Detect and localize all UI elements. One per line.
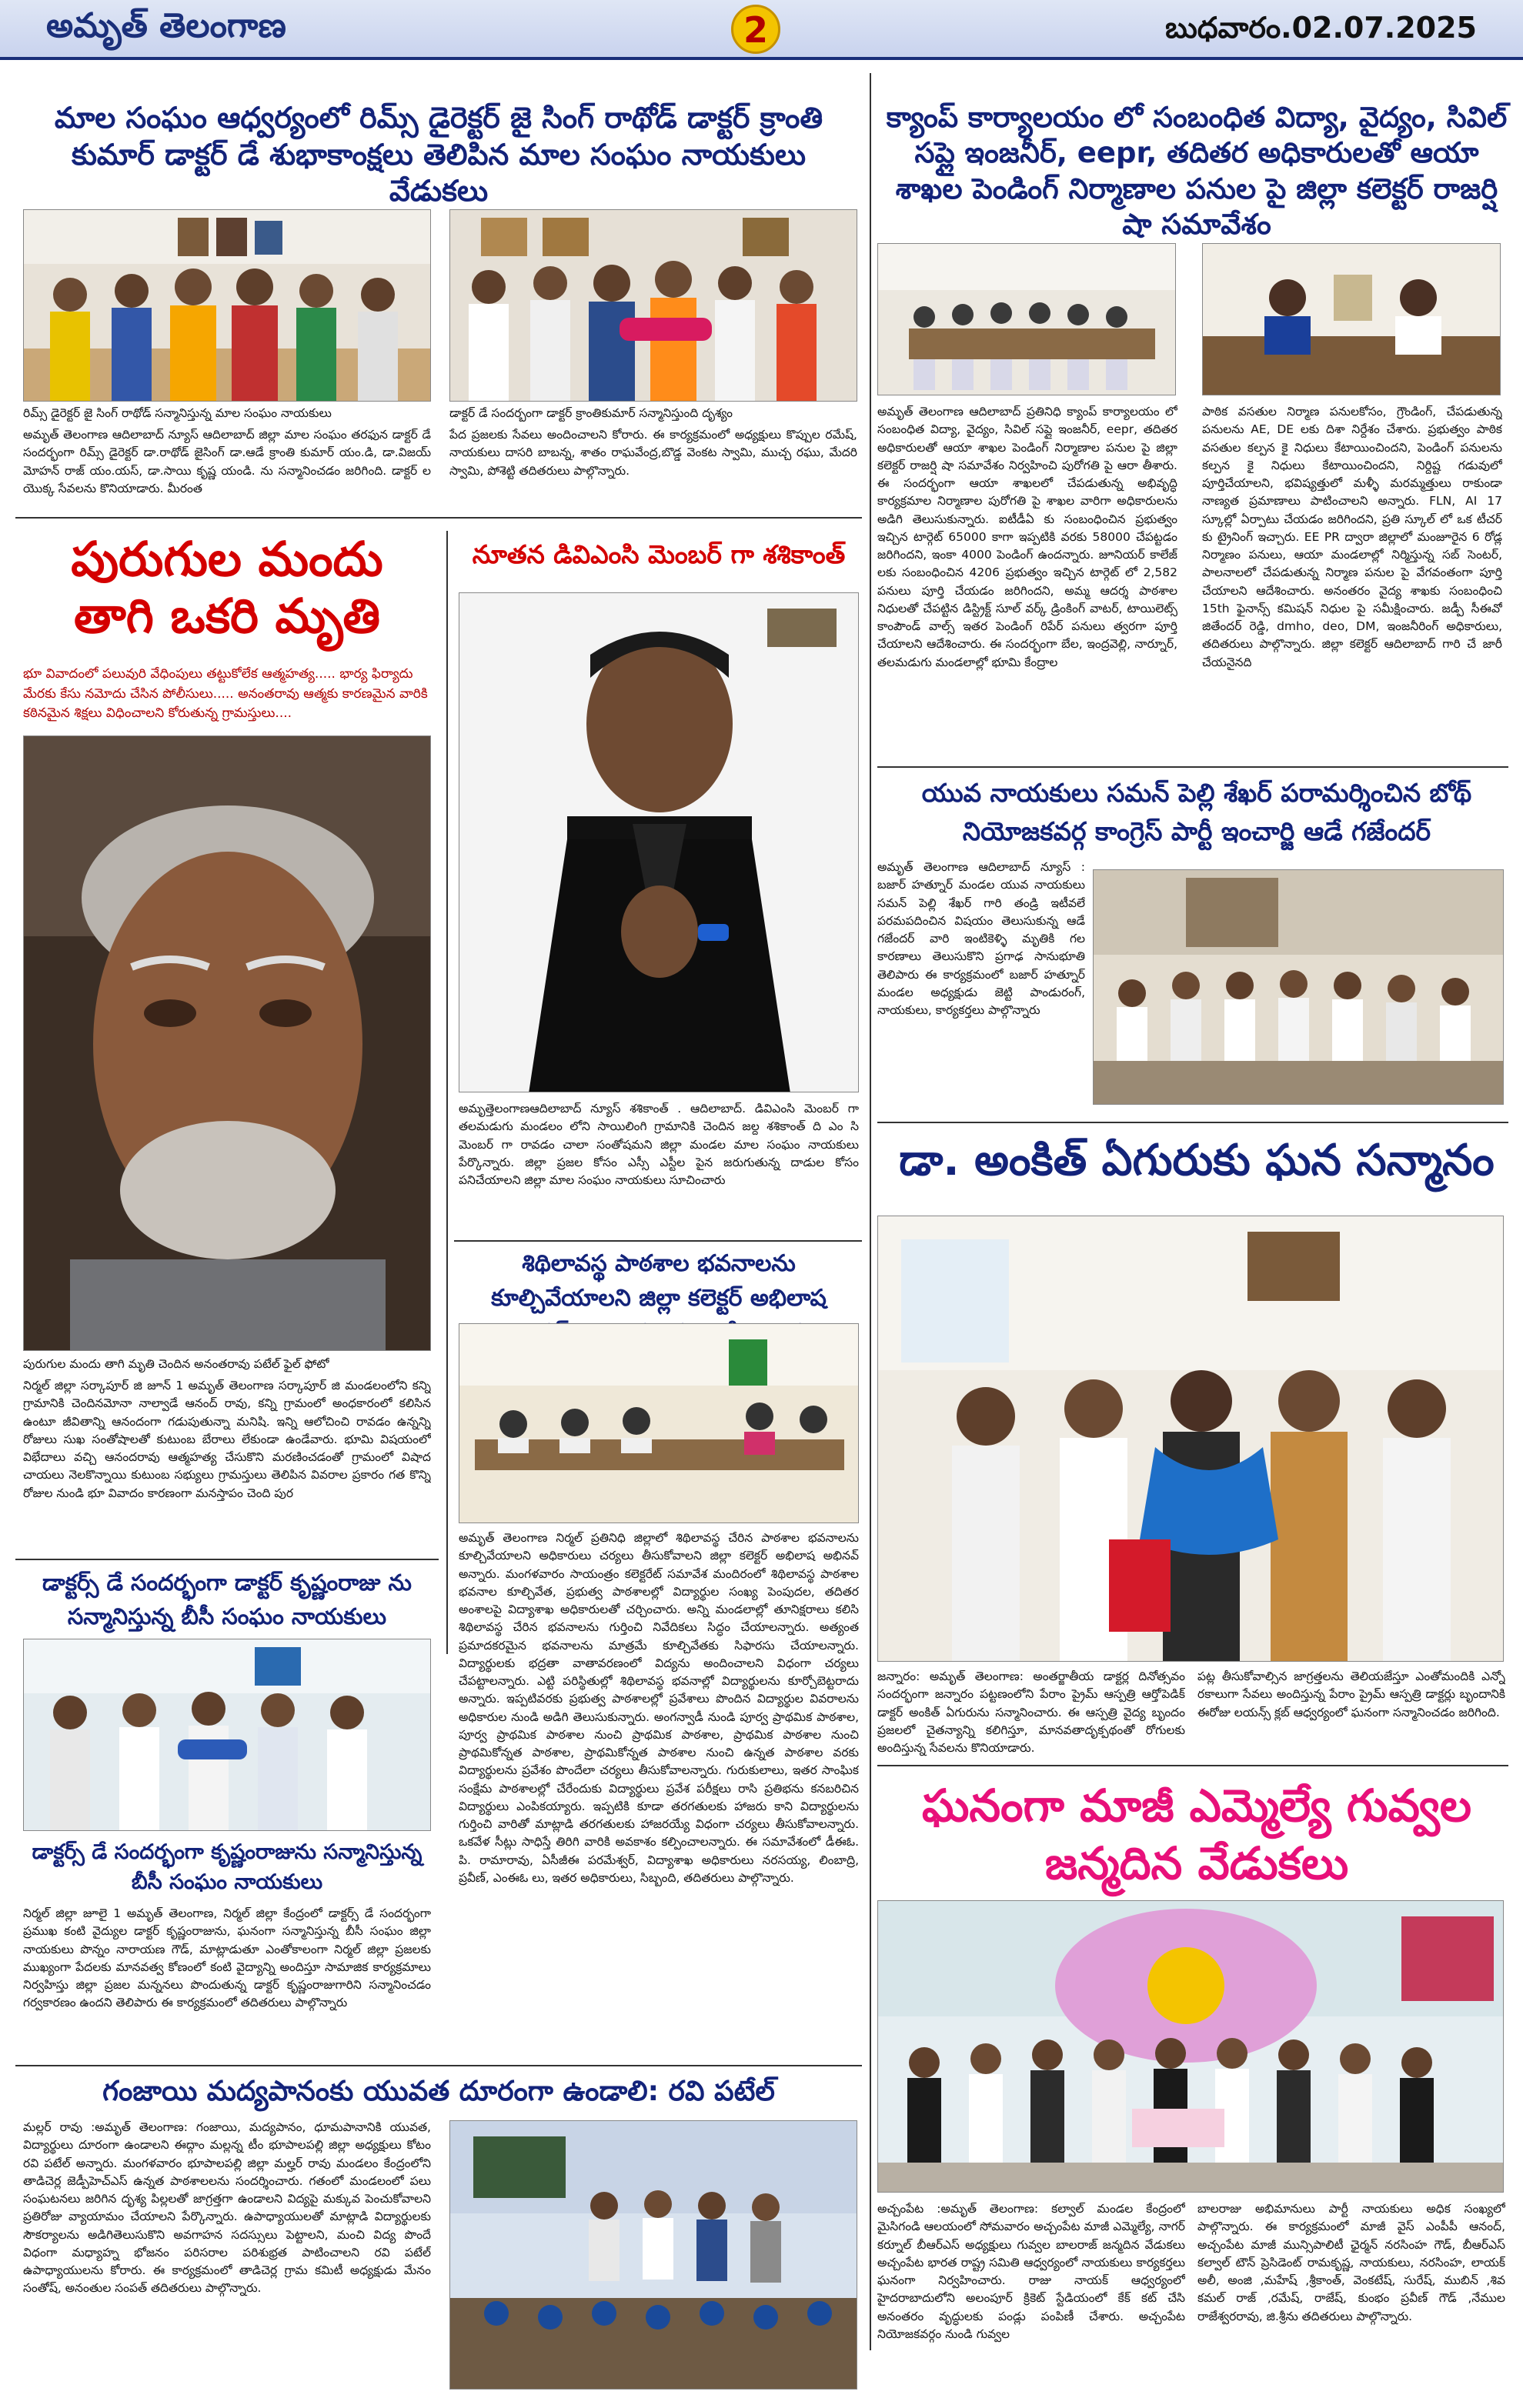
story-mla-body-1: అచ్చంపేట :అమృత్ తెలంగాణ: కల్వాల్ మండల కేంద్రంలో మైసిగండి ఆలయంలో సోమవారం అచ్చంపేట మాజీ ఎమ్మెల్యే, నాగర్ కర్నూల్ బీఆర్ఎస్ అధ్యక్షులు గువ్వల బాలరాజ్ జన్మదిన వేడుకలు అచ్చంపేట భారత రాష్ట్ర సమితి ఆధ్వర్యంలో నాయకులు కార్యకర్తలు ఘనంగా నిర్వహించారు. రాజు నాయక్ ఆధ్వర్యంలో హైదరాబాదులోని అలంపూర్ క్రికెట్ స్టేడియంలో కేక్ కట్ చేసి అనంతరం వృద్ధులకు పండ్లు పంపిణీ చేశారు. అచ్చంపేట నియోజకవర్గం నుండి గువ్వల (877, 2202, 1185, 2341)
photo-school-students (449, 2120, 857, 2390)
section-rule (454, 1240, 862, 1242)
photo-mala-group-1 (23, 209, 431, 402)
photo-shashikanth-portrait (459, 592, 859, 1092)
story-collector-body-2: పాఠిక వసతుల నిర్మాణ పనులకోసం, గ్రౌండింగ్, చేపడుతున్న పనులను AE, DE లకు దిశా నిర్దేశం చేశారు. ప్రభుత్వం పాఠిక వసతుల కల్పన కై నిధులు కేటాయించిందని, పెండింగ్ పనులను కల్పన కై నిధులు కేటాయించిందని, నిర్దిష్ట గడువులో పూర్తిచేయాలని, భవిష్యత్తులో మళ్ళీ మరమ్మత్తులు రాకుండా నాణ్యత ప్రమాణాలు పాటించాలని అన్నారు. FLN, AI 17 స్కూల్లో ఏర్పాటు చేయడం జరిగిందని, ప్రతి స్కూల్ లో ఒక టీచర్ కు ట్రైనింగ్ ఇచ్చారు. EE PR ద్వారా జిల్లాలో మంజూరైన 6 రోడ్ల నిర్మాణం పనులు, ఆయా మండలాల్లో నిర్మిస్తున్న సబ్ సెంటర్, పాలనాలలో చేపడుతున్న నిర్మాణ పనుల పై వేగవంతంగా పూర్తి చేయాలని ఆదేశించారు. అనంతరం వైద్య శాఖకు సంబంధించి 15th ఫైనాన్స్ కమిషన్ నిధుల పై సమీక్షించారు. జడ్పీ సీఈవో జితేందర్ రెడ్డి, dmho, deo, DM, ఇంజనీరింగ్ అధికారులు, తదితరులు పాల్గొన్నారు. జిల్లా కలెక్టర్ ఆదిలాబాద్ గారి చే జారీ చేయనైనది (1202, 405, 1502, 669)
story-poison-body: నిర్మల్ జిల్లా సర్కాపూర్ జి జూన్ 1 అమృత్ తెలంగాణ సర్కాపూర్ జి మండలంలోని కన్ని గ్రామానికి చెందినమోనా నాల్వాడే ఆనంద్ రావు, కన్ని గ్రామంలో అంధకారంలో కలిసిన ఉంటూ జీవితాన్ని ఆనందంగా గడుపుతున్నా మనిషి. ఇన్ని ఆలోచించి రావడం ఉన్నన్ని రోజులు సుఖ సంతోషాలతో కుటుంబ బేరాలు లేకుండా ఉండేవారు. భూమి విషయంలో విభేదాలు వచ్చి ఆనందరావు ఆత్మహత్య చేసుకొని మరణించడంతో గ్రామంలో విషాద చాయలు నెలకొన్నాయి కుటుంబ సభ్యులు గ్రామస్తులు తెలిపిన వివరాల ప్రకారం గత కొన్ని రోజుల నుండి భూ వివాదం కారణంగా మనస్తాపం చెంది పుర (23, 1379, 431, 1500)
photo-collector-meeting-1 (877, 243, 1176, 395)
story-bc-headline: డాక్టర్స్ డే సందర్భంగా డాక్టర్ కృష్ణంరాజు ను సన్మానిస్తున్న బీసీ సంఘం నాయకులు (42, 1569, 412, 1629)
story-poison-intro: భూ వివాదంలో పలువురి వేధింపులు తట్టుకోలేక ఆత్మహత్య..... భార్య ఫిర్యాదు మేరకు కేసు నమోదు చేసిన పోలీసులు..... అనంతరావు ఆత్మకు కారణమైన వారికి కఠినమైన శిక్షలు విధించాలని కోరుతున్న గ్రామస్తులు.... (23, 666, 428, 721)
story-youth-headline: యువ నాయకులు సమన్ పెల్లి శేఖర్ పరామర్శించిన బోథ్ నియోజకవర్గ కాంగ్రెస్ పార్టీ ఇంచార్జి ఆడే గజేందర్ (921, 778, 1472, 846)
column-rule (446, 531, 448, 1654)
story-school-headline: శిథిలావస్థ పాఠశాల భవనాలను కూల్చివేయాలని జిల్లా కలెక్టర్ అభిలాష (491, 1250, 827, 1312)
story-ganja-body: మల్లర్ రావు :అమృత్ తెలంగాణ: గంజాయి, మద్యపానం, ధూమపానానికి యువత, విద్యార్థులు దూరంగా ఉండాలని ఈద్గాం మల్లన్న టీం భూపాలపల్లి జిల్లా అధ్యక్షులు కోటం రవి పటేల్ అన్నారు. మంగళవారం భూపాలపల్లి జిల్లా మల్హర్ రావు మండలం కేంద్రంలోని తాడిచెర్ల జెడ్పీహెచ్ఎస్ ఉన్నత పాఠశాలలను సందర్శించారు. గతంలో మండలంలో పలు సంఘటనలు జరిగిన దృశ్య పిల్లలతో జాగ్రత్తగా ఉండాలని విద్యపై మక్కువ పెంచుకోవాలని ప్రతిరోజు వ్యాయామం చేయాలని పేర్కొన్నారు. ఉపాధ్యాయులతో మాట్లాడి విద్యార్థులకు సౌకర్యాలను అడిగితెలుసుకొని అవగాహన సదస్సులు పెట్టాలని, మంచి విద్య పొందే విధంగా మధ్యాహ్న భోజనం పరిసరాల పరిశుభ్రత పాటించాలని రవి పటేల్ ఉపాధ్యాయులను కోరారు. ఈ కార్యక్రమంలో తాడిచెర్ల గ్రామ కమిటీ అధ్యక్షుడు మేనం సంతోష్, అనంతుల సంపత్ తదితరులు పాల్గొన్నారు. (23, 2120, 431, 2296)
story-ankit-body-1: జన్నారం: అమృత్ తెలంగాణ: అంతర్జాతీయ డాక్టర్ల దినోత్సవం సందర్భంగా జన్నారం పట్టణంలోని పేరాం ప్రైమ్ ఆస్పత్రి ఆర్తోపెడిక్ డాక్టర్ అంకిత్ ఏగురును సన్మానించారు. ఈ ఆస్పత్రి వైద్య బృందం ప్రజలలో చైతన్యాన్ని కలిగిస్తూ, మానవతాదృక్పథంతో రోగులకు అందిస్తున్న సేవలను కొనియాడారు. (877, 1669, 1185, 1755)
section-rule (877, 766, 1508, 768)
photo-deceased-portrait (23, 735, 431, 1351)
story-poison-headline: పురుగుల మందు తాగి ఒకరి మృతి (71, 531, 383, 645)
story-dvmc-body: అమృత్తెలంగాణఆదిలాబాద్ న్యూస్ శశికాంత్ . ఆదిలాబాద్. డివిఎంసి మెంబర్ గా తలమడుగు మండలం లోని సాయిలింగి గ్రామానికి చెందిన జల్ద శశికాంత్ ది ఎం సి మెంబర్ గా రావడం చాలా సంతోషమని జిల్లా మండల మాల సంఘం నాయకులు పేర్కొన్నారు. జిల్లా ప్రజల కోసం ఎస్సీ ఎస్టీల పైన జరుగుతున్న దాడుల కోసం పనిచేయాలని జిల్లా మాల సంఘం నాయకులు సూచించారు (459, 1102, 859, 1187)
story-poison-caption: పురుగుల మందు తాగి మృతి చెందిన అనంతరావు పటేల్ ఫైల్ ఫోటో (23, 1357, 329, 1371)
story-bc-caption: డాక్టర్స్ డే సందర్భంగా కృష్ణంరాజును సన్మానిస్తున్న బీసీ సంఘం నాయకులు (32, 1840, 422, 1895)
story-dvmc-headline: నూతన డివిఎంసి మెంబర్ గా శశికాంత్ (472, 539, 846, 569)
masthead-title: అమృత్ తెలంగాణ (46, 6, 286, 45)
photo-mla-birthday (877, 1900, 1504, 2193)
story-collector-body-1: అమృత్ తెలంగాణ ఆదిలాబాద్ ప్రతినిధి క్యాంప్ కార్యాలయం లో సంబంధిత విద్యా, వైద్యం, సివిల్ సప్లై ఇంజనీర్, eepr, తదితర అధికారులతో ఆయా శాఖల పెండింగ్ నిర్మాణాల పనుల పై జిల్లా కలెక్టర్ రాజర్షి షా సమావేశం నిర్వహించి పురోగతి పై ఆరా తీశారు. ఈ సందర్భంగా ఆయా శాఖలలో చేపడుతున్న అభివృద్ధి కార్యక్రమాల నిర్మాణాల పురోగతి పై శాఖల వారిగా అధికారులను అడిగి తెలుసుకున్నారు. ఐటీడీఏ కు సంబంధించిన ప్రభుత్వం ఇచ్చిన టార్గెట్ 65000 కాగా ఇప్పటికి వరకు 58000 చేపట్టడం జరిగిందని, ఇంకా 4000 పెండింగ్ ఉందన్నారు. జూనియర్ కాలేజ్ లకు సంబంధించిన 4206 ప్రభుత్వం ఇచ్చిన టార్గెట్ లో 2,582 పనులు పూర్తి చేయడం జరిగిందని, అమ్మ ఆదర్శ పాఠశాల నిధులతో చేపట్టిన డిస్ట్రిక్ట్ సూల్ వర్క్ డ్రింకింగ్ వాటర్, టాయిలెట్స్ కాంపౌండ్ వాల్స్ ఇతర పెండింగ్ రిపేర్ పనులు త్వరగా పూర్తి చేయాలని ఆదేశించారు. ఈ సందర్భంగా బేల, ఇంద్రవెల్లి, నార్నూర్, తలమడుగు మండలాల్లో భూమి కేంద్రాల (877, 405, 1177, 669)
photo-mala-group-2 (449, 209, 857, 402)
photo-youth-visit (1093, 869, 1504, 1105)
story-mala-caption-1: రిమ్స్ డైరెక్టర్ జై సింగ్ రాథోడ్ సన్మానిస్తున్న మాల సంఘం నాయకులు (23, 406, 332, 420)
masthead-date: బుధవారం.02.07.2025 (1165, 11, 1477, 45)
story-mala-headline: మాల సంఘం ఆధ్వర్యంలో రిమ్స్ డైరెక్టర్ జై సింగ్ రాథోడ్ డాక్టర్ క్రాంతి కుమార్ డాక్టర్ డే శుభాకాంక్షలు తెలిపిన మాల సంఘం నాయకులు వేడుకలు (54, 101, 823, 208)
story-ganja-headline: గంజాయి మద్యపానంకు యువత దూరంగా ఉండాలి: రవి పటేల్ (102, 2076, 775, 2107)
story-bc-body: నిర్మల్ జిల్లా జూలై 1 అమృత్ తెలంగాణ, నిర్మల్ జిల్లా కేంద్రంలో డాక్టర్స్ డే సందర్భంగా ప్రముఖ కంటి వైద్యుల డాక్టర్ కృష్ణంరాజును, ఘనంగా సన్మానిస్తున్న బీసీ సంఘం జిల్లా నాయకులు పొన్నం నారాయణ గౌడ్, మాట్లాడుతూ ఎంతోకాలంగా నిర్మల్ జిల్లా ప్రజలకు ముఖ్యంగా పేదలకు మానవత్వ కోణంలో కంటి వైద్యాన్ని అందిస్తూ సామాజిక కార్యక్రమాలు నిర్వహిస్తు జిల్లా ప్రజల మన్ననలు పొందుతున్న డాక్టర్ కృష్ణంరాజుగారిని సన్మానించడం గర్వకారణం ఉందని తెలిపారు ఈ కార్యక్రమంలో తదితరులు పాల్గొన్నారు (23, 1906, 431, 2010)
section-rule (15, 1559, 439, 1560)
photo-ankit-felicitation (877, 1216, 1504, 1662)
section-rule (15, 2065, 862, 2066)
story-mla-body-2: బాలరాజు అభిమానులు పార్టీ నాయకులు అధిక సంఖ్యలో పాల్గొన్నారు. ఈ కార్యక్రమంలో మాజీ వైస్ ఎంపీపీ ఆనంద్, అచ్చంపేట మాజీ మున్సిపాలిటీ ఛైర్మన్ నరసింహ గౌడ్, బీఆర్ఎస్ కల్వాల్ టౌన్ ప్రెసిడెంట్ రామకృష్ణ, నాయకులు, నరసింహ, లాయక్ అలీ, అంజి ,మహేష్ ,శ్రీకాంత్, వెంకటేష్, సురేష్, ముబిన్ ,శివ కమల్ రాజ్ ,రమేష్, రాజేష్, కుంభం ప్రవీణ్ గౌడ్ ,నేముల రాజేశ్వరరావు, జి.శ్రీను తదితరులు పాల్గొన్నారు. (1197, 2202, 1505, 2323)
photo-school-meeting (459, 1323, 859, 1523)
page-number-badge: 2 (731, 5, 780, 54)
story-collector-headline: క్యాంప్ కార్యాలయం లో సంబంధిత విద్యా, వైద్యం, సివిల్ సప్లై ఇంజనీర్, eepr, తదితర అధికారులతో ఆయా శాఖల పెండింగ్ నిర్మాణాల పనుల పై జిల్లా కలెక్టర్ రాజర్షి షా సమావేశం (886, 101, 1508, 241)
story-school-body: అమృత్ తెలంగాణ నిర్మల్ ప్రతినిధి జిల్లాలో శిథిలావస్థ చేరిన పాఠశాల భవనాలను కూల్చివేయాలని అధికారులు చర్యలు తీసుకోవాలని జిల్లా కలెక్టర్ అభిలాష అభినవ్ అన్నారు. మంగళవారం సాయంత్రం కలెక్టరేట్ సమావేశ మందిరంలో శిథిలావస్థ పాఠశాల భవనాల కూల్చివేత, ప్రభుత్వ పాఠశాలల్లో విద్యార్థుల సంఖ్య పెంపుదల, తదితర అంశాలపై విద్యాశాఖ అధికారులతో చర్చించారు. అన్ని మండలాల్లో తూనిక్షరాలు కలిసి శిథిలావస్థ చేరిన భవనాలను గుర్తించి నివేదికలు సిద్ధం చేయాలన్నారు. అత్యంత ప్రమాదకరమైన భవనాలను మాత్రమే కూల్చివేతకు సిఫారసు చేయాలన్నారు. విద్యార్థులకు భద్రతా వాతావరణంలో విద్యను అందించాలని విధంగా చర్యలు చేపట్టాలన్నారు. ఎట్టి పరిస్థితుల్లో శిథిలావస్థ భవనాల్లో విద్యార్థులను కూర్చోబెట్టరాదు అన్నారు. ఇప్పటివరకు ప్రభుత్వ పాఠశాలల్లో ప్రవేశాలు పొందిన విద్యార్థుల వివరాలను అధికారుల నుండి అడిగి తెలుసుకున్నారు. అంగన్వాడీ నుండి పూర్వ ప్రాథమిక పాఠశాల, పూర్వ ప్రాథమిక పాఠశాల నుంచి ప్రాథమిక పాఠశాల, ప్రాథమిక పాఠశాల నుంచి ప్రాథమికోన్నత పాఠశాల, ప్రాథమికోన్నత పాఠశాల నుంచి ఉన్నత పాఠశాల వరకు విద్యార్థులను ప్రవేశం పొందేలా చర్యలు తీసుకోవాలన్నారు. గురుకులాలు, ఇతర సాంఘిక సంక్షేమ పాఠశాలల్లో చేరేందుకు విద్యార్థులు ప్రవేశ పరీక్షలు రాసి ప్రతిభను కనబరిచిన విద్యార్థులు ఎంపికయ్యారు. ఇప్పటికి కూడా తరగతులకు హాజరు కాని విద్యార్థులను గుర్తించి వారితో మాట్లాడి తరగతులకు హాజరయ్యే విధంగా చర్యలు తీసుకోవాలన్నారు. ఒకవేళ సీట్లు సాధిస్తే తిరిగి వారికి అవకాశం కల్పించాలన్నారు. ఈ సమావేశంలో డీఈఓ. పి. రామారావు, ఏసీజీఈ పరమేశ్వర్, విద్యాశాఖ అధికారులు నరసయ్య, లింబాద్రి, ప్రవీణ్, ఎంఈఓ లు, ఇతర అధికారులు, సిబ్బంది, తదితరులు పాల్గొన్నారు. (459, 1531, 859, 1885)
photo-collector-meeting-2 (1202, 243, 1501, 395)
section-rule (877, 1122, 1508, 1123)
section-rule (877, 1765, 1508, 1766)
story-ankit-body-2: పట్ల తీసుకోవాల్సిన జాగ్రత్తలను తెలియజేస్తూ ఎంతోమందికి ఎన్నో రకాలుగా సేవలు అందిస్తున్న పేరాం ప్రైమ్ ఆస్పత్రి డాక్టర్లు బృందానికి ఈరోజు లయన్స్ క్లబ్ ఆధ్వర్యంలో ఘనంగా సన్మానించడం జరిగింది. (1197, 1669, 1505, 1719)
photo-bc-doctor (23, 1639, 431, 1831)
story-mala-caption-2: డాక్టర్ డే సందర్భంగా డాక్టర్ క్రాంతికుమార్ సన్మానిస్తుంది దృశ్యం (449, 406, 733, 420)
story-mala-body-2: పేద ప్రజలకు సేవలు అందించాలని కోరారు. ఈ కార్యక్రమంలో అధ్యక్షులు కొప్పుల రమేష్, నాయకులు దాసరి బాబన్న, శాతం రాఘవేంద్ర,బొడ్డ వెంకట స్వామి, ముచ్చ రఘు, మేదరి స్వామి, పోశెట్టి తదితరులు పాల్గొన్నారు. (449, 428, 857, 478)
story-mla-headline: ఘనంగా మాజీ ఎమ్మెల్యే గువ్వల జన్మదిన వేడుకలు (922, 1779, 1471, 1890)
section-rule (15, 517, 862, 519)
story-youth-body: అమృత్ తెలంగాణ ఆదిలాబాద్ న్యూస్ : బజార్ హత్నూర్ మండల యువ నాయకులు సమన్ పెల్లి శేఖర్ గారి తండ్రి ఇటీవలే పరమపదించిన విషయం తెలుసుకున్న ఆడే గజేందర్ వారి ఇంటికెళ్ళి మృతికి గల కారణాలు తెలుసుకొని ప్రగాఢ సానుభూతి తెలిపారు ఈ కార్యక్రమంలో బజార్ హత్నూర్ మండల అధ్యక్షుడు జెట్టి పాండురంగ్, నాయకులు, కార్యకర్తలు పాల్గొన్నారు (877, 860, 1085, 1017)
story-mala-body-1: అమృత్ తెలంగాణ ఆదిలాబాద్ న్యూస్ ఆదిలాబాద్ జిల్లా మాల సంఘం తరఫున డాక్టర్ డే సందర్భంగా రిమ్స్ డైరెక్టర్ డా.రాథోడ్ జైసింగ్ డా.ఆడే క్రాంతి కుమార్ యం.డి, డా.విజయ్ మోహన్ రాజ్ యం.యస్, డా.సాయి కృష్ణ యండి. ను సన్మానించడం జరిగింది. డాక్టర్ ల యొక్క సేవలను కొనియాడారు. మీరంత (23, 428, 431, 495)
column-rule (870, 73, 871, 2350)
story-ankit-headline: డా. అంకిత్ ఏగురుకు ఘన సన్మానం (899, 1136, 1495, 1186)
